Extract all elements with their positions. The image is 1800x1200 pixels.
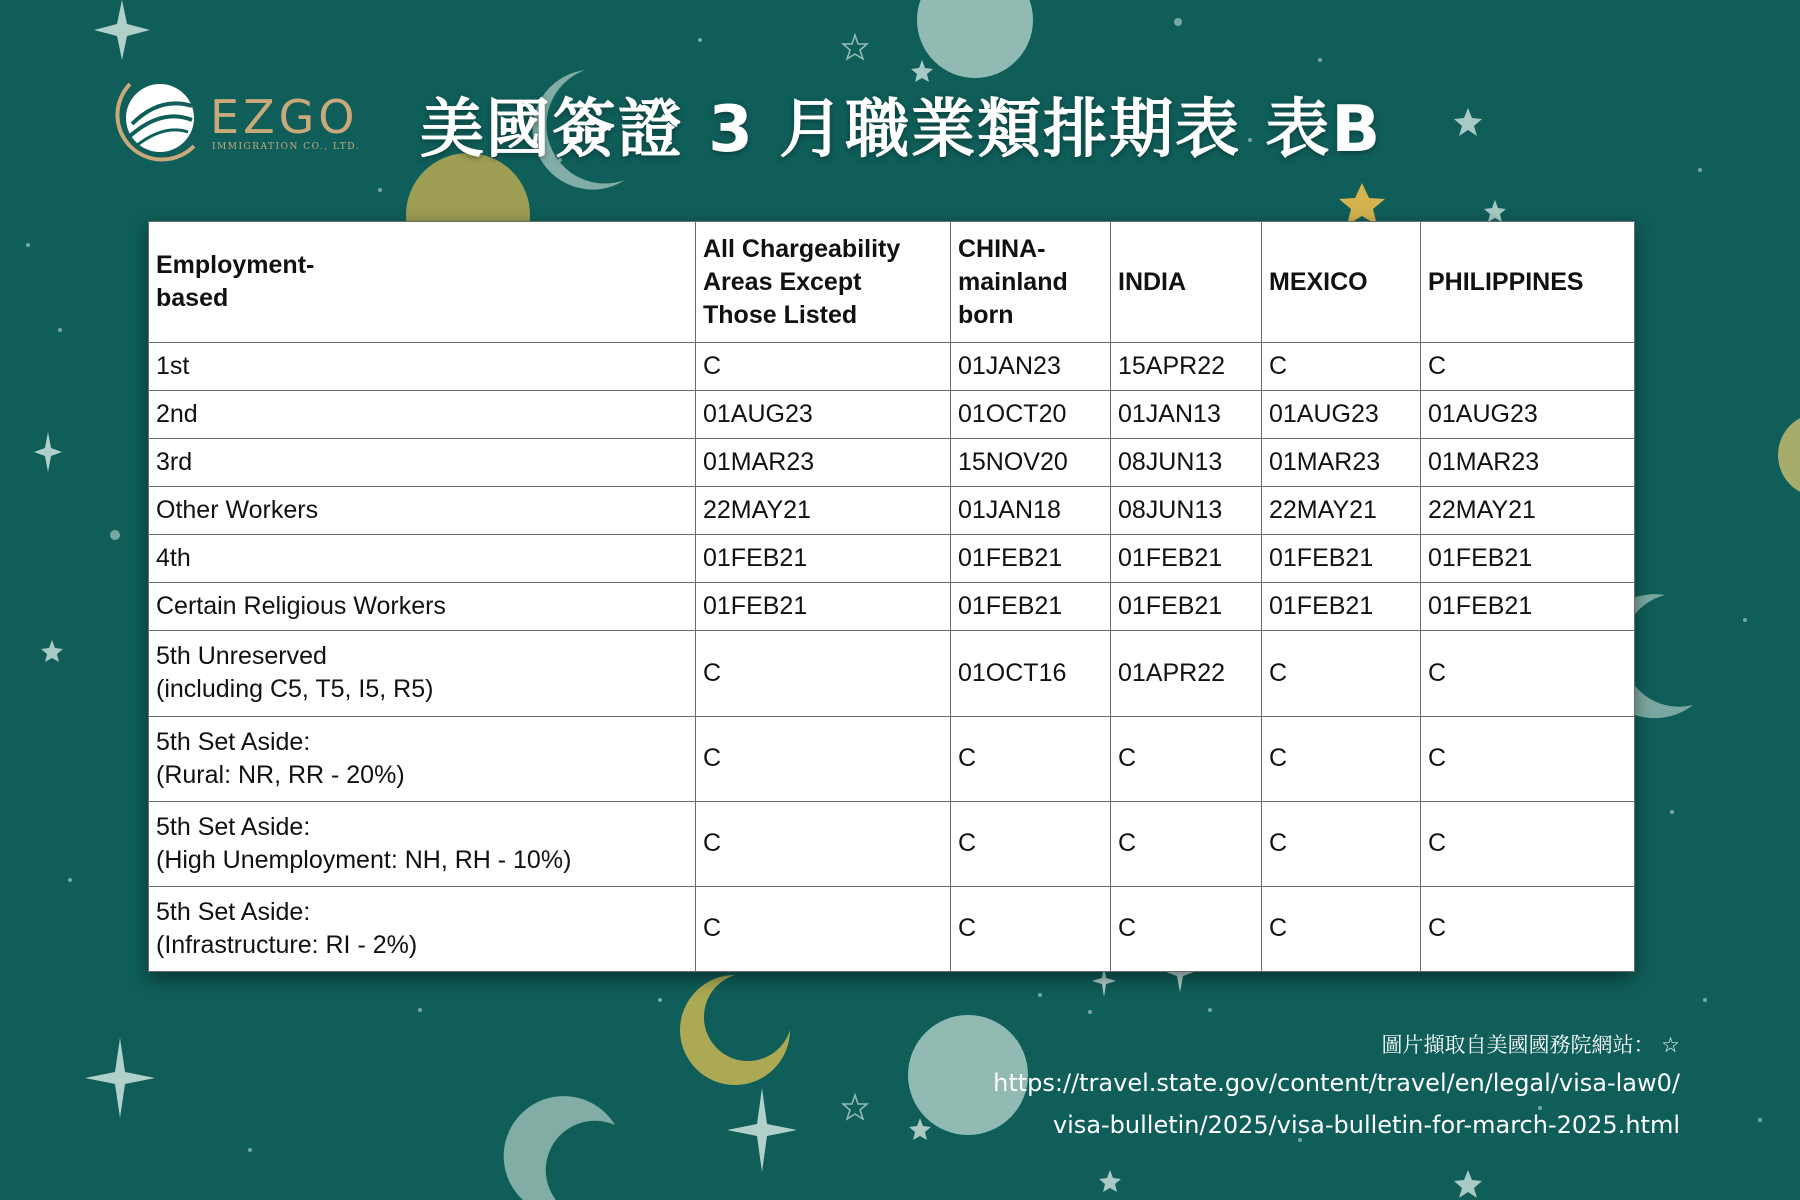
sparkle-star <box>85 1038 155 1118</box>
final-action-date-cell: 01AUG23 <box>1421 391 1635 439</box>
final-action-date-cell: C <box>696 886 951 971</box>
final-action-date-cell: 01APR22 <box>1111 631 1262 716</box>
table-row <box>149 631 1635 716</box>
row-label <box>149 391 696 439</box>
final-action-date-cell: C <box>1262 716 1421 801</box>
final-action-date-cell: 15APR22 <box>1111 343 1262 391</box>
table-row <box>149 583 1635 631</box>
moon-planet <box>917 0 1033 78</box>
final-action-date-cell: 01FEB21 <box>1262 583 1421 631</box>
final-action-date-cell: 01FEB21 <box>1111 583 1262 631</box>
small-star <box>909 1118 931 1140</box>
sparkle-star <box>727 1088 797 1172</box>
moon-planet <box>1778 413 1800 497</box>
final-action-date-cell: 01FEB21 <box>696 535 951 583</box>
crescent-moon <box>504 1096 615 1200</box>
sparkle-star <box>94 0 150 60</box>
final-action-date-cell: 22MAY21 <box>1421 487 1635 535</box>
sparkle-star <box>34 432 62 472</box>
credit-caption <box>993 1028 1680 1062</box>
small-star <box>1454 108 1482 136</box>
row-label <box>149 886 696 971</box>
row-label-line: (including C5, T5, I5, R5) <box>156 675 434 704</box>
table-row <box>149 391 1635 439</box>
final-action-date-cell: C <box>951 801 1111 886</box>
row-label-line: 5th Set Aside: <box>156 727 311 756</box>
table-row <box>149 886 1635 971</box>
final-action-date-cell: C <box>696 631 951 716</box>
final-action-date-cell: C <box>1111 886 1262 971</box>
row-label-line: 2nd <box>156 400 198 429</box>
column-header-line: based <box>156 284 229 312</box>
row-label-line: 5th Set Aside: <box>156 897 311 926</box>
final-action-date-cell: C <box>696 801 951 886</box>
final-action-date-cell: C <box>1262 801 1421 886</box>
final-action-date-cell: 01FEB21 <box>951 535 1111 583</box>
final-action-date-cell: 08JUN13 <box>1111 439 1262 487</box>
final-action-date-cell: 01FEB21 <box>1421 535 1635 583</box>
globe-logo-icon <box>108 74 204 170</box>
final-action-date-cell: C <box>1421 886 1635 971</box>
column-header <box>1421 222 1635 343</box>
final-action-date-cell: 01FEB21 <box>1262 535 1421 583</box>
column-header-line: Employment- <box>156 251 315 279</box>
final-action-date-cell: C <box>1421 801 1635 886</box>
final-action-date-cell: 01JAN13 <box>1111 391 1262 439</box>
final-action-date-cell: 22MAY21 <box>1262 487 1421 535</box>
final-action-date-cell: 01AUG23 <box>1262 391 1421 439</box>
brand-tagline: IMMIGRATION CO., LTD. <box>212 142 361 152</box>
row-label <box>149 583 696 631</box>
row-label-line: 5th Set Aside: <box>156 812 311 841</box>
visa-bulletin-table-card <box>148 221 1634 972</box>
final-action-date-cell: 01MAR23 <box>1262 439 1421 487</box>
row-label <box>149 801 696 886</box>
column-header-line: INDIA <box>1118 267 1187 296</box>
column-header-line: All Chargeability <box>703 234 901 263</box>
credit-caption-text: 圖片擷取自美國國務院網站： <box>1381 1033 1655 1057</box>
source-url-line-1: https://travel.state.gov/content/travel/en/legal/visa-law0/ <box>993 1069 1680 1097</box>
final-action-date-cell: C <box>951 886 1111 971</box>
final-action-date-cell: 01MAR23 <box>696 439 951 487</box>
small-star <box>1099 1170 1121 1192</box>
final-action-date-cell: 01FEB21 <box>951 583 1111 631</box>
image-credit <box>993 1028 1680 1146</box>
final-action-date-cell: C <box>1111 716 1262 801</box>
final-action-date-cell: 22MAY21 <box>696 487 951 535</box>
final-action-date-cell: 01FEB21 <box>696 583 951 631</box>
table-row <box>149 439 1635 487</box>
column-header <box>696 222 951 343</box>
visa-bulletin-table <box>148 221 1635 972</box>
gold-star <box>1339 183 1385 225</box>
row-label-line: Certain Religious Workers <box>156 592 446 621</box>
row-label <box>149 343 696 391</box>
final-action-date-cell: 01FEB21 <box>1421 583 1635 631</box>
column-header-line: mainland <box>958 267 1068 296</box>
table-row <box>149 487 1635 535</box>
ezgo-logo <box>108 74 368 164</box>
row-label-line: (Infrastructure: RI - 2%) <box>156 930 418 959</box>
row-label <box>149 631 696 716</box>
row-label-line: 5th Unreserved <box>156 642 327 671</box>
final-action-date-cell: C <box>696 716 951 801</box>
table-header-row <box>149 222 1635 343</box>
final-action-date-cell: C <box>1421 716 1635 801</box>
source-url-line-2: visa-bulletin/2025/visa-bulletin-for-march-2025.html <box>1052 1111 1680 1139</box>
table-row <box>149 343 1635 391</box>
final-action-date-cell: 01JAN18 <box>951 487 1111 535</box>
column-header-line: born <box>958 300 1014 329</box>
small-star <box>41 640 63 662</box>
row-label-line: 3rd <box>156 448 193 477</box>
column-header-line: CHINA- <box>958 234 1046 263</box>
row-label <box>149 716 696 801</box>
row-label <box>149 439 696 487</box>
table-row <box>149 535 1635 583</box>
final-action-date-cell: 01MAR23 <box>1421 439 1635 487</box>
final-action-date-cell: C <box>1262 886 1421 971</box>
column-header <box>1111 222 1262 343</box>
row-label-line: (High Unemployment: NH, RH - 10%) <box>156 845 572 874</box>
final-action-date-cell: C <box>1262 343 1421 391</box>
row-label <box>149 487 696 535</box>
star-outline-icon: ☆ <box>1654 1033 1680 1057</box>
final-action-date-cell: 01OCT20 <box>951 391 1111 439</box>
column-header-line: Areas Except <box>703 267 862 296</box>
column-header-line: MEXICO <box>1269 267 1368 296</box>
row-label-line: Other Workers <box>156 496 319 525</box>
outline-star <box>843 35 867 59</box>
final-action-date-cell: 01AUG23 <box>696 391 951 439</box>
column-header <box>951 222 1111 343</box>
row-label <box>149 535 696 583</box>
column-header <box>149 222 696 343</box>
final-action-date-cell: C <box>1421 631 1635 716</box>
final-action-date-cell: C <box>696 343 951 391</box>
row-label-line: 4th <box>156 544 191 573</box>
final-action-date-cell: C <box>951 716 1111 801</box>
final-action-date-cell: 15NOV20 <box>951 439 1111 487</box>
outline-star <box>843 1095 867 1119</box>
row-label-line: 1st <box>156 352 190 381</box>
table-row <box>149 716 1635 801</box>
final-action-date-cell: 01OCT16 <box>951 631 1111 716</box>
column-header <box>1262 222 1421 343</box>
small-star <box>1454 1170 1482 1198</box>
crescent-moon <box>680 975 790 1085</box>
final-action-date-cell: C <box>1262 631 1421 716</box>
final-action-date-cell: C <box>1421 343 1635 391</box>
final-action-date-cell: 01JAN23 <box>951 343 1111 391</box>
final-action-date-cell: 01FEB21 <box>1111 535 1262 583</box>
page-title: 美國簽證 3 月職業類排期表 表B <box>420 93 1383 167</box>
column-header-line: PHILIPPINES <box>1428 267 1584 296</box>
brand-name: EZGO <box>210 90 359 144</box>
final-action-date-cell: 08JUN13 <box>1111 487 1262 535</box>
column-header-line: Those Listed <box>703 300 858 329</box>
final-action-date-cell: C <box>1111 801 1262 886</box>
row-label-line: (Rural: NR, RR - 20%) <box>156 760 405 789</box>
table-row <box>149 801 1635 886</box>
